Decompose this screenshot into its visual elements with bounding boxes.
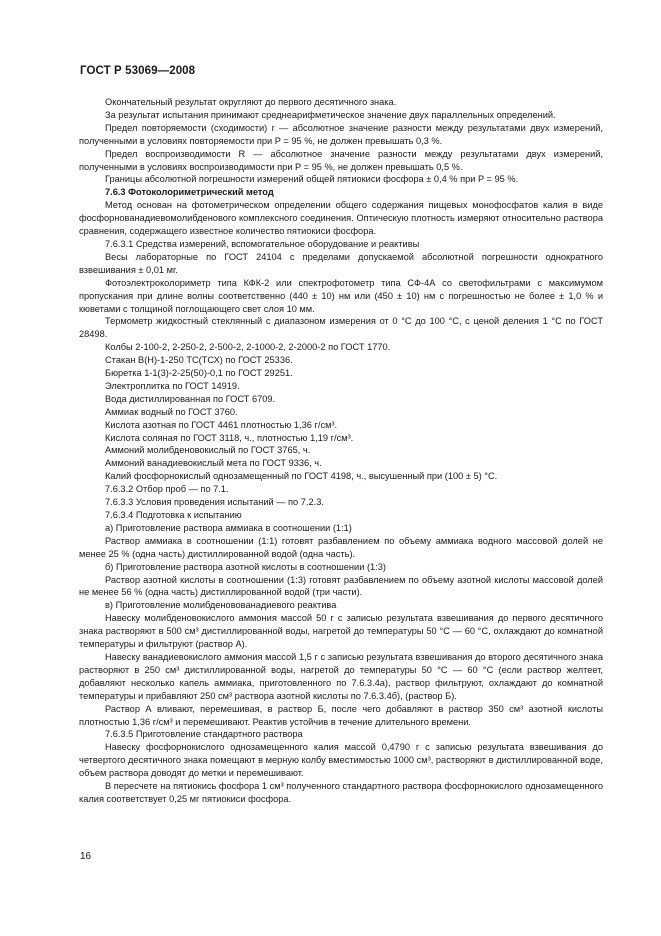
subsection-heading: 7.6.3.3 Условия проведения испытаний — по 7.2.3. xyxy=(105,497,324,508)
list-item: Вода дистиллированная по ГОСТ 6709. xyxy=(105,393,276,404)
list-item: Бюретка 1-1(3)-2-25(50)-0,1 по ГОСТ 29251. xyxy=(105,368,293,379)
paragraph: Предел воспроизводимости R — абсолютное значение разности между результатами двух измерений, полученными в условиях воспроизводимости при P = 95 %, не должен превышать 0,5 %. xyxy=(79,148,603,172)
list-item: Кислота соляная по ГОСТ 3118, ч., плотностью 1,19 г/см³. xyxy=(105,432,354,443)
list-item: Аммоний молибденовокислый по ГОСТ 3765, ч. xyxy=(105,445,311,456)
section-heading: 7.6.3 Фотоколориметрический метод xyxy=(105,187,274,198)
paragraph: Фотоэлектроколориметр типа КФК-2 или спектрофотометр типа СФ-4А со светофильтрами с максимумом пропускания при длине волны соответственно (440 ± 10) нм или (450 ± 10) нм с погрешностью не более ± 1,0 % и кюветами с толщиной поглощающего свет слоя 10 мм. xyxy=(79,277,603,314)
list-item: Электроплитка по ГОСТ 14919. xyxy=(105,380,240,391)
page-number: 16 xyxy=(80,851,92,862)
paragraph: Навеску фосфорнокислого однозамещенного калия массой 0,4790 г с записью результата взвешивания до четвертого десятичного знака помещают в мерную колбу вместимостью 1000 см³, растворяют в дистиллированной воде, объем раствора доводят до метки и перемешивают. xyxy=(79,742,603,779)
paragraph: Раствор аммиака в соотношении (1:1) готовят разбавлением по объему аммиака водного массовой долей не менее 25 % (одна часть) дистиллированной водой (одна часть). xyxy=(79,535,603,559)
paragraph: Границы абсолютной погрешности измерений общей пятиокиси фосфора ± 0,4 % при P = 95 %. xyxy=(105,174,519,185)
subsection-heading: 7.6.3.4 Подготовка к испытанию xyxy=(105,510,242,520)
list-item: Колбы 2-100-2, 2-250-2, 2-500-2, 2-1000-2, 2-2000-2 по ГОСТ 1770. xyxy=(105,342,391,353)
paragraph: Метод основан на фотометрическом определении общего содержания пищевых монофосфатов калия в виде фосфорнованадиевомолибденового комплексного соединения. Оптическую плотность измеряют относительно раствора сравнения, содержащего известное количество пятиокиси фосфора. xyxy=(79,200,603,237)
paragraph: В пересчете на пятиокись фосфора 1 см³ полученного стандартного раствора фосфорнокислого однозамещенного калия соответствует 0,25 мг пятиокиси фосфора. xyxy=(79,781,603,804)
document-header: ГОСТ Р 53069—2008 xyxy=(80,65,196,77)
paragraph: Навеску ванадиевокислого аммония массой 1,5 г с записью результата взвешивания до второго десятичного знака растворяют в 250 см³ дистиллированной воды, нагретой до температуры 50 °С — 60 °С (если раствор желтеет, добавляют несколько капель аммиака, приготовленного по 7.6.3.4а), раствор фильтруют, охлаждают до комнатной температуры и прибавляют 250 см³ раствора азотной кислоты по 7.6.3.4б), (раствор Б). xyxy=(79,651,603,701)
step-heading: а) Приготовление раствора аммиака в соотношении (1:1) xyxy=(105,522,352,533)
list-item: Стакан В(Н)-1-250 ТС(ТСХ) по ГОСТ 25336. xyxy=(105,355,293,366)
subsection-heading: 7.6.3.5 Приготовление стандартного раствора xyxy=(105,729,303,740)
paragraph: Предел повторяемости (сходимости) r — абсолютное значение разности между результатами двух измерений, полученными в условиях повторяемости при P = 95 %, не должен превышать 0,3 %. xyxy=(79,122,603,146)
subsection-heading: 7.6.3.1 Средства измерений, вспомогательное оборудование и реактивы xyxy=(105,238,420,249)
paragraph: За результат испытания принимают среднеарифметическое значение двух параллельных определений. xyxy=(105,109,556,120)
list-item: Аммоний ванадиевокислый мета по ГОСТ 9336, ч. xyxy=(105,458,322,469)
paragraph: Окончательный результат округляют до первого десятичного знака. xyxy=(105,97,397,107)
document-body xyxy=(79,96,603,806)
list-item: Калий фосфорнокислый однозамещенный по ГОСТ 4198, ч., высушенный при (100 ± 5) °С. xyxy=(105,471,498,482)
step-heading: б) Приготовление раствора азотной кислоты в соотношении (1:3) xyxy=(105,561,386,572)
list-item: Кислота азотная по ГОСТ 4461 плотностью 1,36 г/см³. xyxy=(105,419,338,430)
paragraph: Раствор А вливают, перемешивая, в раствор Б, после чего добавляют в раствор 350 см³ азотной кислоты плотностью 1,36 г/см³ и перемешивают. Реактив устойчив в течение длительного времени. xyxy=(79,703,603,727)
step-heading: в) Приготовление молибденовованадиевого реактива xyxy=(105,600,337,611)
paragraph: Раствор азотной кислоты в соотношении (1:3) готовят разбавлением по объему азотной кислоты массовой долей не менее 56 % (одна часть) дистиллированной водой (три части). xyxy=(79,574,603,598)
paragraph: Весы лабораторные по ГОСТ 24104 с пределами допускаемой абсолютной погрешности однократного взвешивания ± 0,01 мг. xyxy=(79,251,603,275)
subsection-heading: 7.6.3.2 Отбор проб — по 7.1. xyxy=(105,484,229,495)
paragraph: Навеску молибденовокислого аммония массой 50 г с записью результата взвешивания до первого десятичного знака растворяют в 500 см³ дистиллированной воды, нагретой до температуры 50 °С — 60 °С, охлаждают до комнатной температуры и фильтруют (раствор А). xyxy=(79,613,603,650)
paragraph: Термометр жидкостный стеклянный с диапазоном измерения от 0 °С до 100 °С, с ценой деления 1 °С по ГОСТ 28498. xyxy=(79,316,603,340)
list-item: Аммиак водный по ГОСТ 3760. xyxy=(105,406,238,417)
